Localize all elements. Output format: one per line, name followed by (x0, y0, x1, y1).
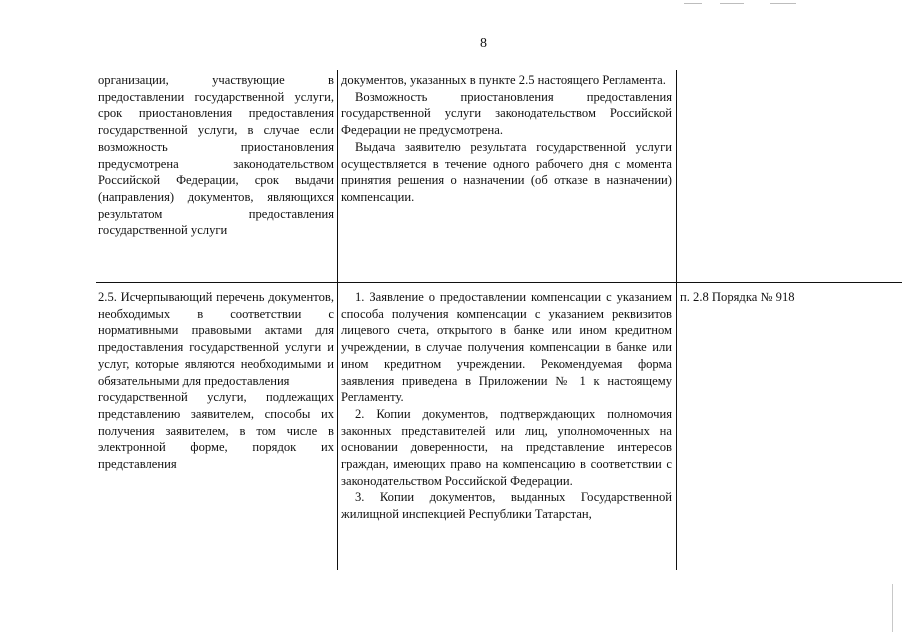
row1-provision-cell (341, 72, 672, 206)
row1-provision-paragraph: документов, указанных в пункте 2.5 настоящего Регламента. (341, 73, 666, 87)
row2-provision-paragraph: 1. Заявление о предоставлении компенсации с указанием способа получения компенсации с указанием реквизитов лицевого счета, открытого в банке или ином кредитном учреждении, в случае получения компенсации в банке или ином кредитном учреждении. Рекомендуемая форма заявления приведена в Приложении № 1 к настоящему Регламенту. (341, 290, 672, 405)
row-divider (96, 282, 902, 283)
row2-provision-paragraph: 3. Копии документов, выданных Государственной жилищной инспекцией Республики Татарстан, (341, 490, 672, 522)
row2-reference-cell (680, 289, 898, 306)
row2-reference-text: п. 2.8 Порядка № 918 (680, 290, 795, 304)
scan-artifact (892, 584, 893, 632)
column-divider (337, 70, 338, 570)
row1-provision-paragraph: Возможность приостановления предоставления государственной услуги законодательством Российской Федерации не предусмотрена. (341, 89, 672, 138)
scan-artifact (684, 3, 702, 4)
row2-provision-paragraph: 2. Копии документов, подтверждающих полномочия законных представителей или лиц, уполномоченных на основании доверенности, на представление интересов граждан, имеющих право на компенсацию в соответствии с законодательством Российской Федерации. (341, 406, 672, 488)
row1-requirement-cell (98, 72, 334, 239)
row2-requirement-cell (98, 289, 334, 473)
row2-provision-cell (341, 289, 672, 523)
scan-artifact (770, 3, 796, 4)
scan-artifact (720, 3, 744, 4)
row1-requirement-text: организации, участвующие в предоставлении государственной услуги, срок приостановления предоставления государственной услуги, в случае если возможность приостановления предусмотрена законодательством Российской Федерации, срок выдачи (направления) документов, являющихся результатом предоставления государственной услуги (98, 73, 334, 238)
regulation-table (96, 70, 902, 570)
row2-requirement-paragraph: 2.5. Исчерпывающий перечень документов, необходимых в соответствии с нормативными правовыми актами для предоставления государственной услуги и услуг, которые являются необходимыми и обязательными для предоставления (98, 290, 334, 388)
page-number: 8 (480, 36, 487, 51)
row1-provision-paragraph: Выдача заявителю результата государственной услуги осуществляется в течение одного рабочего дня с момента принятия решения о назначении (об отказе в назначении) компенсации. (341, 139, 672, 204)
column-divider (676, 70, 677, 570)
row2-requirement-paragraph: государственной услуги, подлежащих представлению заявителем, способы их получения заявителем, в том числе в электронной форме, порядок их представления (98, 390, 334, 472)
